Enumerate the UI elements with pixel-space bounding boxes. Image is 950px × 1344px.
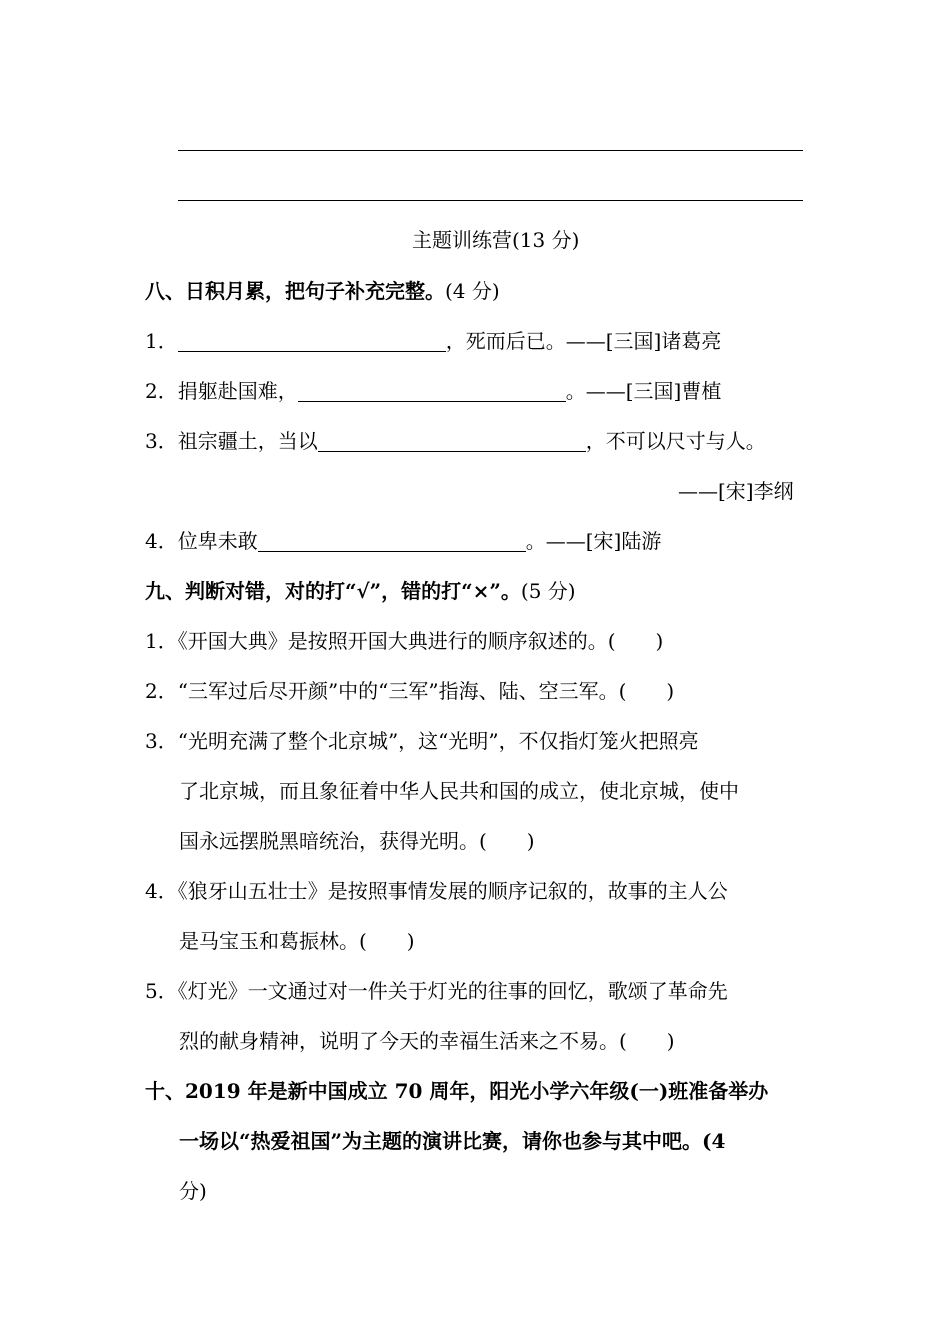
item-text: 《开国大典》是按照开国大典进行的顺序叙述的。( ) bbox=[177, 629, 664, 653]
item-text: ，不可以尺寸与人。 bbox=[585, 429, 766, 453]
q8-score: (4 分) bbox=[445, 279, 500, 303]
item-number: 4． bbox=[145, 529, 178, 553]
item-number: 5． bbox=[145, 979, 178, 1003]
item-number: 1． bbox=[145, 329, 178, 353]
q10-line-2: 一场以“热爱祖国”为主题的演讲比赛，请你也参与其中吧。(4 bbox=[179, 1129, 726, 1153]
item-text: 。——[宋]陆游 bbox=[525, 529, 662, 553]
q9-item-5 bbox=[145, 977, 728, 1005]
answer-line-2[interactable] bbox=[178, 200, 803, 201]
q8-title bbox=[145, 277, 500, 305]
q9-title bbox=[145, 577, 576, 605]
item-number: 2． bbox=[145, 679, 178, 703]
item-number: 3． bbox=[145, 429, 178, 453]
q9-item-4-line-2: 是马宝玉和葛振林。( ) bbox=[179, 929, 415, 953]
section-title: 主题训练营(13 分) bbox=[412, 228, 580, 252]
q9-item-4 bbox=[145, 877, 728, 905]
q9-item-5-line-2: 烈的献身精神，说明了今天的幸福生活来之不易。( ) bbox=[179, 1029, 675, 1053]
q9-title-text: 九、判断对错，对的打“√”，错的打“×”。 bbox=[145, 579, 521, 603]
item-number: 1． bbox=[145, 629, 178, 653]
item-text: 。——[三国]曹植 bbox=[565, 379, 722, 403]
fill-blank[interactable] bbox=[298, 379, 566, 402]
item-text: 《狼牙山五壮士》是按照事情发展的顺序记叙的，故事的主人公 bbox=[177, 879, 728, 903]
q10-line-3: 分) bbox=[179, 1179, 207, 1203]
q9-item-3-line-3: 国永远摆脱黑暗统治，获得光明。( ) bbox=[179, 829, 535, 853]
fill-blank[interactable] bbox=[258, 529, 526, 552]
item-text: 《灯光》一文通过对一件关于灯光的往事的回忆，歌颂了革命先 bbox=[177, 979, 728, 1003]
item-number: 4． bbox=[145, 879, 178, 903]
item-text: “三军过后尽开颜”中的“三军”指海、陆、空三军。( ) bbox=[177, 679, 675, 703]
q8-item-3-attribution: ——[宋]李纲 bbox=[678, 479, 794, 503]
answer-line-1[interactable] bbox=[178, 150, 803, 151]
q8-title-text: 八、日积月累，把句子补充完整。 bbox=[145, 279, 445, 303]
item-text: ，死而后已。——[三国]诸葛亮 bbox=[445, 329, 722, 353]
item-number: 3． bbox=[145, 729, 178, 753]
item-text: “光明充满了整个北京城”，这“光明”，不仅指灯笼火把照亮 bbox=[177, 729, 699, 753]
item-text: 捐躯赴国难， bbox=[177, 379, 298, 403]
q8-item-2 bbox=[145, 377, 721, 405]
q9-item-3-line-2: 了北京城，而且象征着中华人民共和国的成立，使北京城，使中 bbox=[179, 779, 739, 803]
q9-item-3 bbox=[145, 727, 699, 755]
item-text: 祖宗疆土，当以 bbox=[177, 429, 318, 453]
fill-blank[interactable] bbox=[178, 329, 446, 352]
item-number: 2． bbox=[145, 379, 178, 403]
item-text: 位卑未敢 bbox=[177, 529, 258, 553]
q9-score: (5 分) bbox=[520, 579, 576, 603]
q8-item-1 bbox=[145, 327, 721, 355]
q8-item-3 bbox=[145, 427, 766, 455]
q8-item-4 bbox=[145, 527, 661, 555]
fill-blank[interactable] bbox=[318, 429, 586, 452]
q9-item-1 bbox=[145, 627, 663, 655]
q9-item-2 bbox=[145, 677, 674, 705]
q10-line-1: 十、2019 年是新中国成立 70 周年，阳光小学六年级(一)班准备举办 bbox=[145, 1079, 769, 1103]
